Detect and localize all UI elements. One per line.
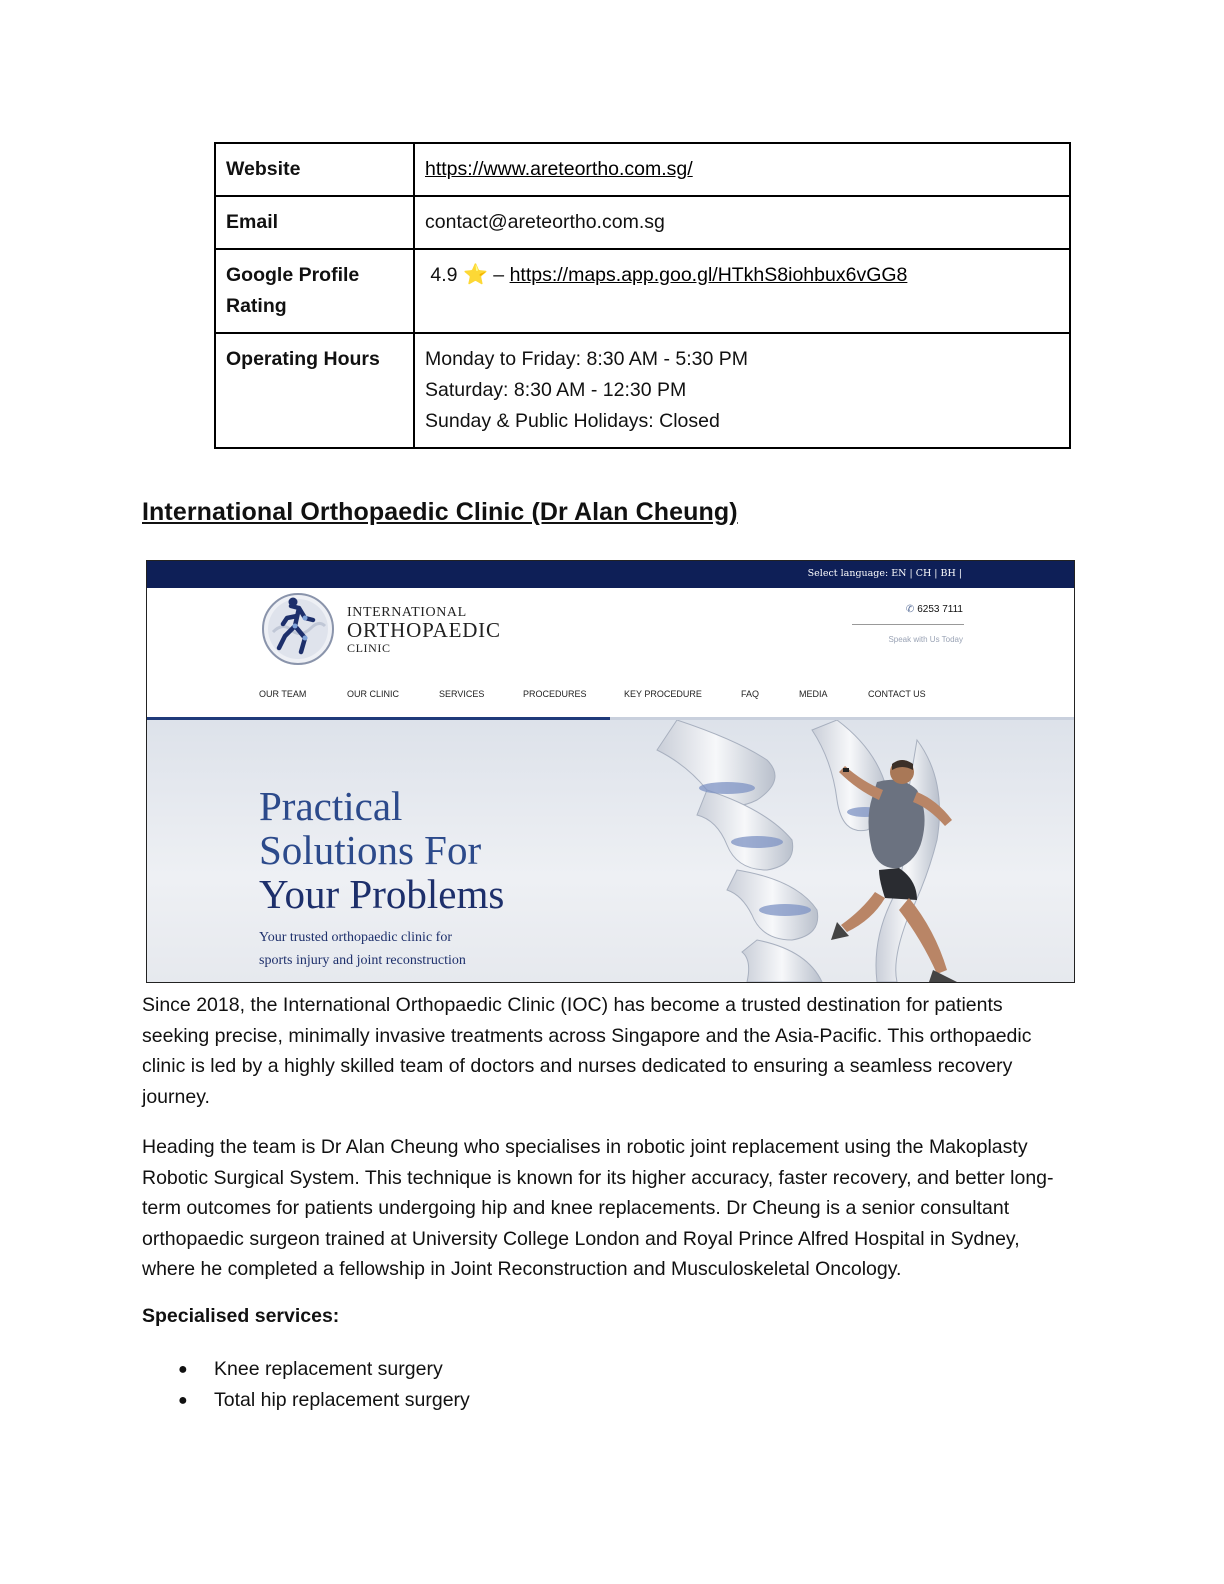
services-label: Specialised services: [142, 1305, 340, 1327]
brand-line-1: INTERNATIONAL [347, 605, 467, 620]
nav-procedures[interactable]: PROCEDURES [523, 689, 587, 699]
doctor-paragraph: Heading the team is Dr Alan Cheung who specialises in robotic joint replacement using the Makoplasty Robotic Surgical System. This technique is known for its higher accuracy, faster recovery, and better long-term outcomes for patients undergoing hip and knee replacements. Dr Cheung is a senior consultant orthopaedic surgeon trained at University College London and Royal Prince Alfred Hospital in Sydney, where he completed a fellowship in Joint Reconstruction and Musculoskeletal Oncology. [142, 1136, 1054, 1280]
table-row [215, 143, 1070, 196]
nav-contact-us[interactable]: CONTACT US [868, 689, 926, 699]
section-title: International Orthopaedic Clinic (Dr Alan Cheung) [142, 498, 738, 526]
table-row [215, 249, 1070, 333]
hero-headline-line-1: Practical [259, 783, 403, 829]
divider [852, 624, 964, 625]
website-screenshot [146, 560, 1075, 983]
clinic-info-table [214, 142, 1071, 449]
intro-paragraph: Since 2018, the International Orthopaedic Clinic (IOC) has become a trusted destination for patients seeking precise, minimally invasive treatments across Singapore and the Asia-Pacific. This orthopaedic clinic is led by a highly skilled team of doctors and nurses dedicated to ensuring a seamless recovery journey. [142, 994, 1032, 1108]
brand-line-3: CLINIC [347, 641, 391, 655]
list-item: ● Total hip replacement surgery [142, 1385, 470, 1416]
hours-value-cell [414, 333, 1070, 448]
nav-faq[interactable]: FAQ [741, 689, 760, 699]
hero-subline-2: sports injury and joint reconstruction [259, 953, 466, 968]
email-value: contact@areteortho.com.sg [414, 196, 1070, 249]
hours-line: Sunday & Public Holidays: Closed [425, 410, 720, 432]
maps-link[interactable]: https://maps.app.goo.gl/HTkhS8iohbux6vGG8 [509, 264, 908, 286]
star-icon: ⭐ [462, 264, 488, 286]
website-key: Website [215, 143, 414, 196]
email-key: Email [215, 196, 414, 249]
brand-line-2: ORTHOPAEDIC [347, 618, 501, 642]
nav-our-team[interactable]: OUR TEAM [259, 689, 307, 699]
phone-text: 6253 7111 [917, 604, 963, 615]
hours-line: Monday to Friday: 8:30 AM - 5:30 PM [425, 348, 748, 370]
main-nav [259, 689, 959, 703]
rating-value-cell [414, 249, 1070, 333]
nav-services[interactable]: SERVICES [439, 689, 485, 699]
hours-line: Saturday: 8:30 AM - 12:30 PM [425, 379, 687, 401]
phone-number[interactable] [906, 604, 963, 615]
table-row [215, 333, 1070, 448]
hero-subline-1: Your trusted orthopaedic clinic for [259, 930, 452, 945]
rating-number: 4.9 [430, 264, 458, 286]
speak-with-us-link[interactable]: Speak with Us Today [888, 635, 963, 644]
hours-key: Operating Hours [215, 333, 414, 448]
clinic-logo-icon [261, 592, 335, 666]
hero-banner [147, 720, 1074, 982]
rating-separator: – [493, 264, 505, 286]
hero-headline-line-2: Solutions For [259, 827, 482, 873]
nav-media[interactable]: MEDIA [799, 689, 828, 699]
phone-icon: ✆ [905, 604, 915, 615]
website-value-cell [414, 143, 1070, 196]
nav-our-clinic[interactable]: OUR CLINIC [347, 689, 400, 699]
rating-key-label: Google Profile Rating [226, 264, 360, 317]
runner-spine-image [617, 720, 1074, 982]
list-item: ● Knee replacement surgery [142, 1354, 470, 1385]
rating-key [215, 249, 414, 333]
website-link[interactable]: https://www.areteortho.com.sg/ [425, 158, 693, 180]
table-row [215, 196, 1070, 249]
nav-key-procedure[interactable]: KEY PROCEDURE [624, 689, 702, 699]
hero-headline-line-3: Your Problems [259, 871, 505, 917]
language-selector[interactable]: Select language: EN | CH | BH | [807, 568, 962, 579]
services-list [142, 1354, 470, 1416]
